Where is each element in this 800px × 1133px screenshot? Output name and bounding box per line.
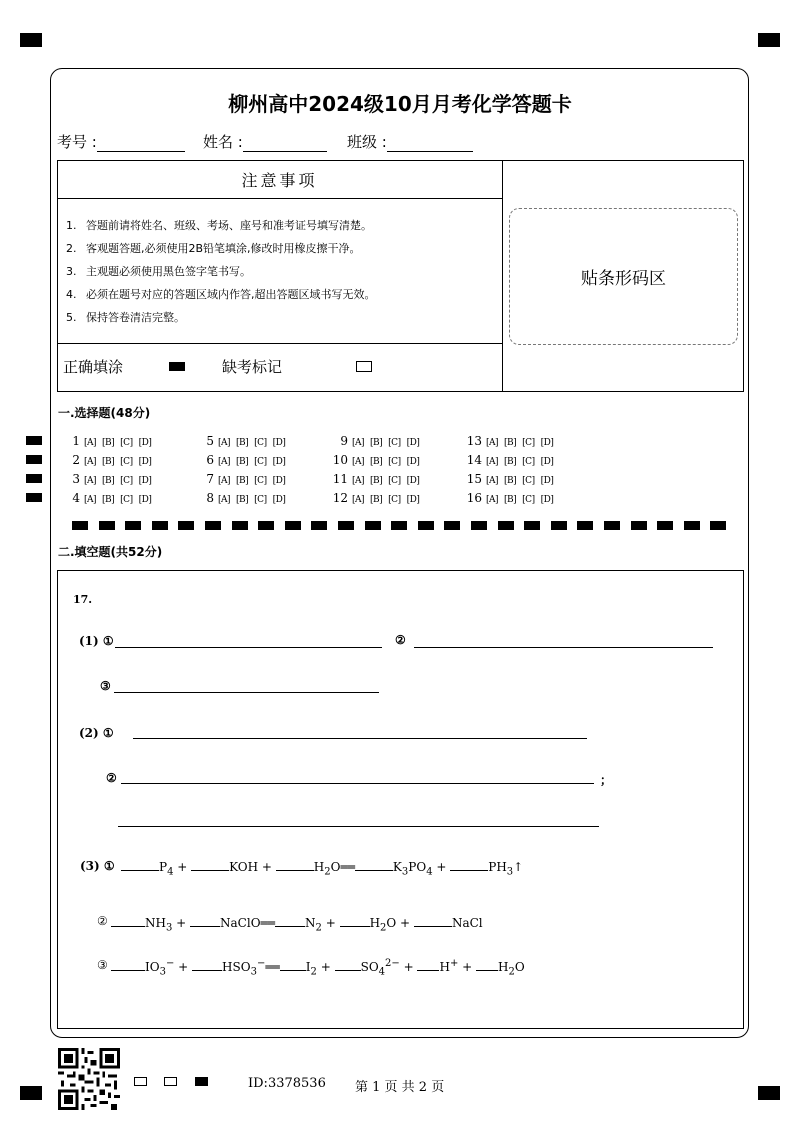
question-number: 3 [72,472,80,486]
timing-dash [684,521,700,530]
question-number: 14 [466,453,482,467]
q17-3-3-mark: ③ [97,958,108,972]
exam-no-field[interactable] [57,131,185,152]
footer-box-empty [164,1077,177,1086]
question-number: 12 [332,491,348,505]
exam-no-label: 考号 : [57,133,97,151]
q17-2-label: (2) ① [79,726,114,740]
choice-bubble[interactable]: [A] [352,457,365,467]
choice-question [326,491,425,505]
absent-mark-checkbox[interactable] [356,361,372,372]
coef-blank[interactable] [121,858,159,871]
sheet-id: ID:3378536 [248,1076,326,1091]
coef-blank[interactable] [280,958,306,971]
registration-mark-top-right [758,33,780,47]
timing-dash [710,521,726,530]
equation-3: $IO_3^-$ + $HSO_3^-══$ $I_2 + SO_4^{2-} + H^+ + H_2O$ [111,958,525,977]
page-title: 柳州高中2024级10月月考化学答题卡 [228,92,572,116]
choice-bubble[interactable]: [D] [138,495,152,505]
choice-bubble[interactable]: [A] [84,438,97,448]
choice-bubble[interactable]: [A] [486,457,499,467]
timing-dash [471,521,487,530]
question-number: 8 [206,491,214,505]
choice-bubble[interactable]: [D] [540,495,554,505]
registration-mark-bottom-left [20,1086,42,1100]
coef-blank[interactable] [340,914,370,927]
choice-bubble[interactable]: [B] [236,457,249,467]
choice-bubble[interactable]: [B] [370,438,383,448]
choice-bubble[interactable]: [B] [504,495,517,505]
timing-dash [125,521,141,530]
footer-box-filled [195,1077,208,1086]
equation-2: $NH_3$ + NaClO══ $N_2 + H_2O$ + NaCl [111,914,483,933]
coef-blank[interactable] [417,958,439,971]
q17-1-2-answer-line[interactable] [414,647,713,648]
coef-blank[interactable] [414,914,452,927]
choice-bubble[interactable]: [A] [84,457,97,467]
registration-mark-top-left [20,33,42,47]
timing-dash [498,521,514,530]
choice-question [192,491,291,505]
registration-mark-bottom-right [758,1086,780,1100]
choice-question [460,453,559,467]
timing-dash [657,521,673,530]
coef-blank[interactable] [191,858,229,871]
class-label: 班级 : [347,133,387,151]
choice-bubble[interactable]: [C] [254,495,267,505]
choice-bubble[interactable]: [A] [486,495,499,505]
barcode-area: 贴条形码区 [509,208,738,345]
section-1-title: 一.选择题(48分) [58,406,151,420]
choice-bubble[interactable]: [A] [218,457,231,467]
timing-dash [285,521,301,530]
q17-number: 17. [73,593,93,606]
choice-bubble[interactable]: [C] [120,495,133,505]
choice-bubble[interactable]: [D] [406,457,420,467]
choice-bubble[interactable]: [B] [236,476,249,486]
choice-bubble[interactable]: [C] [120,438,133,448]
question-number: 4 [72,491,80,505]
question-number: 2 [72,453,80,467]
choice-question [58,491,157,505]
timing-dash [444,521,460,530]
choice-bubble[interactable]: [B] [102,495,115,505]
section-2-title: 二.填空题(共52分) [58,545,163,559]
q17-3-label: (3) ① [80,859,115,873]
q17-1-3-answer-line[interactable] [114,692,379,693]
choice-bubble[interactable]: [A] [486,476,499,486]
choice-bubble[interactable]: [B] [504,457,517,467]
choice-bubble[interactable]: [B] [370,476,383,486]
choice-bubble[interactable]: [A] [352,476,365,486]
q17-2-3-answer-line[interactable] [118,826,599,827]
choice-bubble[interactable]: [D] [272,438,286,448]
coef-blank[interactable] [190,914,220,927]
question-number: 11 [332,472,348,486]
choice-bubble[interactable]: [B] [370,457,383,467]
choice-bubble[interactable]: [C] [254,476,267,486]
notice-divider-top [57,198,502,199]
notice-item: 5. 保持答卷清洁完整。 [66,311,185,324]
question-number: 7 [206,472,214,486]
choice-bubble[interactable]: [D] [406,495,420,505]
coef-blank[interactable] [450,858,488,871]
question-number: 10 [332,453,348,467]
choice-bubble[interactable]: [B] [504,438,517,448]
choice-bubble[interactable]: [D] [272,476,286,486]
choice-bubble[interactable]: [A] [218,495,231,505]
choice-bubble[interactable]: [A] [84,495,97,505]
choice-bubble[interactable]: [B] [102,457,115,467]
row-timing-mark [26,455,42,464]
notice-title: 注意事项 [241,171,318,190]
timing-dash [418,521,434,530]
choice-question [460,434,559,448]
coef-blank[interactable] [275,914,305,927]
choice-bubble[interactable]: [A] [352,495,365,505]
choice-question [58,453,157,467]
choice-question [326,472,425,486]
notice-divider-vertical [502,160,503,392]
class-field[interactable] [347,131,473,152]
correct-fill-label: 正确填涂 [63,358,124,376]
absent-mark-label: 缺考标记 [222,358,283,376]
correct-fill-sample [169,362,185,371]
choice-bubble[interactable]: [D] [138,457,152,467]
timing-dash [152,521,168,530]
choice-bubble[interactable]: [D] [540,476,554,486]
choice-bubble[interactable]: [C] [120,457,133,467]
choice-bubble[interactable]: [C] [522,476,535,486]
choice-bubble[interactable]: [C] [388,457,401,467]
choice-bubble[interactable]: [D] [540,457,554,467]
choice-bubble[interactable]: [C] [522,495,535,505]
choice-bubble[interactable]: [C] [388,438,401,448]
coef-blank[interactable] [355,858,393,871]
notice-item: 2. 客观题答题,必须使用2B铅笔填涂,修改时用橡皮擦干净。 [66,242,361,255]
choice-question [460,472,559,486]
question-number: 16 [466,491,482,505]
choice-bubble[interactable]: [A] [218,438,231,448]
choice-question [326,434,425,448]
choice-question [192,472,291,486]
name-field[interactable] [203,131,327,152]
choice-bubble[interactable]: [C] [120,476,133,486]
qr-code-icon [58,1048,120,1110]
coef-blank[interactable] [111,914,145,927]
timing-dash [338,521,354,530]
row-timing-mark [26,493,42,502]
name-label: 姓名 : [203,133,243,151]
choice-question [58,472,157,486]
choice-bubble[interactable]: [D] [540,438,554,448]
notice-item: 1. 答题前请将姓名、班级、考场、座号和准考证号填写清楚。 [66,219,372,232]
choice-bubble[interactable]: [D] [272,495,286,505]
choice-bubble[interactable]: [B] [370,495,383,505]
timing-dash [577,521,593,530]
choice-bubble[interactable]: [C] [388,495,401,505]
choice-bubble[interactable]: [A] [218,476,231,486]
timing-dash [232,521,248,530]
footer-box-empty [134,1077,147,1086]
choice-bubble[interactable]: [D] [272,457,286,467]
choice-bubble[interactable]: [C] [522,438,535,448]
choice-bubble[interactable]: [B] [102,476,115,486]
notice-divider-bottom [57,343,502,344]
question-number: 5 [206,434,214,448]
q17-2-2-answer-line[interactable] [121,783,594,784]
choice-bubble[interactable]: [A] [84,476,97,486]
timing-dash [205,521,221,530]
question-number: 13 [466,434,482,448]
page-indicator: 第 1 页 共 2 页 [355,1080,445,1095]
timing-dash [311,521,327,530]
q17-1-2-mark: ② [395,633,406,647]
timing-dash [72,521,88,530]
row-timing-mark [26,474,42,483]
timing-dash [178,521,194,530]
equation-1: $P_4$ + KOH + $H_2O══$ $K_3PO_4$ + $PH_3↑$ [121,858,523,877]
timing-dash [604,521,620,530]
q17-2-1-answer-line[interactable] [133,738,587,739]
timing-dash [524,521,540,530]
choice-bubble[interactable]: [C] [388,476,401,486]
choice-bubble[interactable]: [C] [254,438,267,448]
choice-question [460,491,559,505]
choice-bubble[interactable]: [D] [138,438,152,448]
notice-item: 3. 主观题必须使用黑色签字笔书写。 [66,265,251,278]
notice-item: 4. 必须在题号对应的答题区域内作答,超出答题区域书写无效。 [66,288,376,301]
coef-blank[interactable] [276,858,314,871]
choice-bubble[interactable]: [B] [102,438,115,448]
q17-1-label: (1) ① [79,634,114,648]
coef-blank[interactable] [476,958,498,971]
choice-question [326,453,425,467]
question-number: 1 [72,434,80,448]
choice-question [58,434,157,448]
coef-blank[interactable] [335,958,361,971]
question-number: 15 [466,472,482,486]
choice-bubble[interactable]: [B] [504,476,517,486]
q17-1-1-answer-line[interactable] [115,647,382,648]
q17-1-3-mark: ③ [100,679,111,693]
choice-bubble[interactable]: [D] [138,476,152,486]
choice-bubble[interactable]: [D] [406,438,420,448]
choice-question [192,453,291,467]
coef-blank[interactable] [111,958,145,971]
timing-dash [99,521,115,530]
choice-bubble[interactable]: [C] [522,457,535,467]
timing-dash [391,521,407,530]
choice-bubble[interactable]: [A] [486,438,499,448]
q17-3-2-mark: ② [97,914,108,928]
coef-blank[interactable] [192,958,222,971]
q17-2-semicolon: ； [600,773,613,787]
question-number: 6 [206,453,214,467]
question-number: 9 [340,434,348,448]
q17-2-2-mark: ② [106,771,117,785]
choice-bubble[interactable]: [C] [254,457,267,467]
timing-dash [258,521,274,530]
row-timing-mark [26,436,42,445]
timing-dash [631,521,647,530]
timing-dash [365,521,381,530]
choice-bubble[interactable]: [B] [236,438,249,448]
choice-question [192,434,291,448]
choice-bubble[interactable]: [D] [406,476,420,486]
choice-bubble[interactable]: [A] [352,438,365,448]
choice-bubble[interactable]: [B] [236,495,249,505]
timing-dash [551,521,567,530]
